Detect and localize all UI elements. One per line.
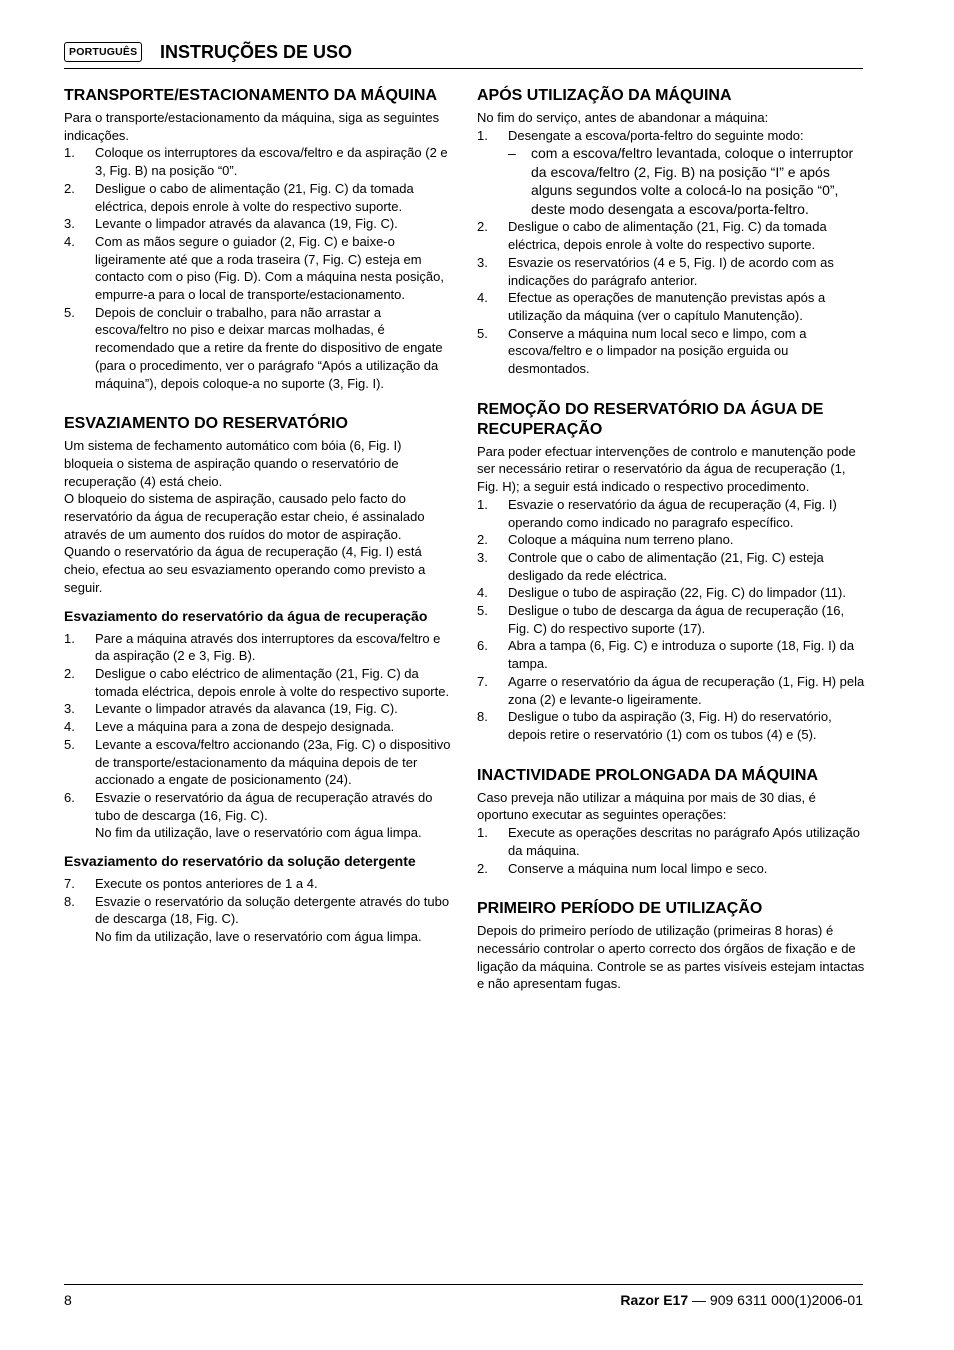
list-item (477, 254, 865, 289)
list-text: Desligue o cabo de alimentação (21, Fig. C) da tomada eléctrica, depois enrole à volte do respectivo suporte. (95, 180, 414, 214)
list-number: 3. (477, 549, 488, 565)
list-number: 3. (477, 254, 488, 270)
dash-sublist (508, 144, 865, 218)
emptying-paragraph: Um sistema de fechamento automático com bóia (6, Fig. I) bloqueia o sistema de aspiração quando o reservatório de recuperação (4) está cheio. (64, 438, 402, 489)
list-item (64, 180, 452, 215)
removal-intro: Para poder efectuar intervenções de controlo e manutenção pode ser necessário retirar o reservatório da água de recuperação (1, Fig. H); a seguir está indicado o respectivo procedimento. (477, 443, 856, 495)
list-text: Leve a máquina para a zona de despejo designada. (95, 719, 395, 735)
section-heading-first-period: PRIMEIRO PERÍODO DE UTILIZAÇÃO (477, 900, 763, 918)
list-number: 2. (64, 665, 75, 681)
inactivity-intro: Caso preveja não utilizar a máquina por mais de 30 dias, é oportuno executar as seguintes operações: (477, 789, 816, 823)
list-number: 4. (477, 290, 488, 306)
list-text: Conserve a máquina num local limpo e seco. (508, 860, 768, 876)
list-number: 2. (477, 532, 488, 548)
after-use-intro: No fim do serviço, antes de abandonar a máquina: (477, 110, 769, 125)
list-text: Esvazie o reservatório da água de recuperação através do tubo de descarga (16, Fig. C). No fim da utilização, lave o reservatório com água limpa. (95, 789, 433, 841)
list-text: Desligue o cabo de alimentação (21, Fig. C) da tomada eléctrica, depois enrole à volte do respectivo suporte. (508, 219, 827, 253)
dash-item: – com a escova/feltro levantada, coloque o interruptor da escova/feltro (2, Fig. B) na posição “I” e após alguns segundos volte a colocá-lo na posição “0”, deste modo desengata a escova/porta-feltro. (508, 145, 854, 217)
list-text: Coloque os interruptores da escova/feltro e da aspiração (2 e 3, Fig. B) na posição “0”. (95, 145, 448, 179)
list-number: 6. (477, 638, 488, 654)
list-text: Abra a tampa (6, Fig. C) e introduza o suporte (18, Fig. I) da tampa. (508, 638, 855, 672)
list-item (477, 584, 865, 602)
footer-doc-info (620, 1292, 863, 1308)
list-text: Agarre o reservatório da água de recuperação (1, Fig. H) pela zona (2) e levante-o ligeiramente. (508, 673, 865, 707)
recovery-tank-steps (64, 630, 452, 842)
list-number: 3. (64, 701, 75, 717)
list-item (477, 824, 865, 859)
list-item (64, 215, 452, 233)
list-number: 4. (64, 233, 75, 249)
detergent-tank-steps (64, 875, 452, 946)
subheading-detergent-tank: Esvaziamento do reservatório da solução detergente (64, 853, 416, 870)
list-item (64, 630, 452, 665)
list-item (477, 218, 865, 253)
list-item (477, 708, 865, 743)
page-footer (64, 1284, 863, 1314)
emptying-paragraph: Quando o reservatório da água de recuperação (4, Fig. I) está cheio, efectua ao seu esvaziamento operando como previsto a seguir. (64, 544, 426, 595)
list-number: 1. (64, 630, 75, 646)
list-text: Levante o limpador através da alavanca (19, Fig. C). (95, 216, 398, 232)
list-number: 5. (477, 325, 488, 341)
list-item (477, 531, 865, 549)
list-item (64, 304, 452, 393)
list-number: 1. (477, 496, 488, 512)
list-item (64, 875, 452, 893)
list-number: 2. (64, 180, 75, 196)
list-number: 5. (477, 603, 488, 619)
list-item (477, 673, 865, 708)
page-number: 8 (64, 1292, 72, 1308)
first-period-text: Depois do primeiro período de utilização (primeiras 8 horas) é necessário controlar o aperto correcto dos órgãos de fixação e de ligação da máquina. Controle se as partes visíveis estejam intactas e não apresentam fugas. (477, 923, 865, 992)
list-text: Depois de concluir o trabalho, para não arrastar a escova/feltro no piso e deixar marcas molhadas, é recomendado que a retire da frente do dispositivo de engate (para o procedimento, ver o parágrafo “Após a utilização da máquina”), depois coloque-a no suporte (3, Fig. I). (95, 304, 443, 391)
list-number: 2. (477, 219, 488, 235)
list-number: 1. (64, 145, 75, 161)
section-heading-tank-removal: REMOÇÃO DO RESERVATÓRIO DA ÁGUA DE RECUPERAÇÃO (477, 400, 824, 438)
list-number: 8. (64, 893, 75, 909)
list-number: 8. (477, 709, 488, 725)
list-text: Levante a escova/feltro accionando (23a, Fig. C) o dispositivo de transporte/estacionamento da máquina depois de ter accionado a engate de posicionamento (24). (95, 736, 451, 788)
left-column (64, 86, 452, 946)
document-title: INSTRUÇÕES DE USO (160, 42, 353, 62)
removal-steps (477, 496, 865, 744)
language-badge: PORTUGUÊS (64, 42, 142, 62)
after-use-steps-continued (477, 218, 865, 377)
section-heading-emptying: ESVAZIAMENTO DO RESERVATÓRIO (64, 415, 348, 433)
list-item (64, 665, 452, 700)
right-column (477, 86, 865, 993)
list-item (477, 289, 865, 324)
list-text: Levante o limpador através da alavanca (19, Fig. C). (95, 701, 398, 717)
list-item (477, 549, 865, 584)
doc-code: — 909 6311 000(1)2006-01 (688, 1292, 863, 1308)
list-text: Desligue o tubo de descarga da água de recuperação (16, Fig. C) do respectivo suporte (17). (508, 603, 845, 636)
list-text: Desligue o tubo de aspiração (22, Fig. C) do limpador (11). (508, 585, 846, 601)
list-number: 1. (477, 825, 488, 841)
list-item (64, 144, 452, 179)
after-use-steps (477, 127, 865, 219)
model-name: Razor E17 (620, 1292, 689, 1308)
list-item (64, 736, 452, 789)
list-text: Esvazie o reservatório da água de recuperação (4, Fig. I) operando como indicado no paragrafo específico. (508, 496, 837, 530)
list-number: 4. (477, 585, 488, 601)
list-item (477, 860, 865, 878)
inactivity-steps (477, 824, 865, 877)
list-number: 7. (64, 876, 75, 892)
list-text: Efectue as operações de manutenção previstas após a utilização da máquina (ver o capítulo Manutenção). (508, 290, 826, 323)
list-item (64, 789, 452, 842)
list-text: Pare a máquina através dos interruptores da escova/feltro e da aspiração (2 e 3, Fig. B). (95, 630, 441, 664)
list-text: Conserve a máquina num local seco e limpo, com a escova/feltro e o limpador na posição erguida ou desmontados. (508, 325, 807, 377)
list-text: Controle que o cabo de alimentação (21, Fig. C) esteja desligado da rede eléctrica. (508, 549, 824, 583)
list-item (64, 700, 452, 718)
list-number: 5. (64, 736, 75, 752)
emptying-paragraph: O bloqueio do sistema de aspiração, causado pelo facto do reservatório da água de recuperação estar cheio, é assinalado através de um aumento dos ruídos do motor de aspiração. (64, 491, 425, 542)
list-text: Esvazie o reservatório da solução detergente através do tubo de descarga (18, Fig. C). No fim da utilização, lave o reservatório com água limpa. (95, 893, 450, 945)
list-item (64, 893, 452, 946)
list-text: Coloque a máquina num terreno plano. (508, 532, 734, 548)
list-number: 7. (477, 673, 488, 689)
list-text: Esvazie os reservatórios (4 e 5, Fig. I) de acordo com as indicações do parágrafo anterior. (508, 254, 834, 288)
section-heading-after-use: APÓS UTILIZAÇÃO DA MÁQUINA (477, 87, 732, 104)
list-text: Desligue o tubo da aspiração (3, Fig. H) do reservatório, depois retire o reservatório (1) com os tubos (4) e (5). (508, 709, 832, 742)
section-heading-inactivity: INACTIVIDADE PROLONGADA DA MÁQUINA (477, 766, 819, 784)
list-number: 3. (64, 216, 75, 232)
list-text: Desligue o cabo eléctrico de alimentação (21, Fig. C) da tomada eléctrica, depois enrole à volte do respectivo suporte. (95, 665, 450, 699)
transport-steps (64, 144, 452, 392)
list-text: Execute as operações descritas no parágrafo Após utilização da máquina. (508, 825, 860, 858)
list-item (477, 602, 865, 637)
transport-intro: Para o transporte/estacionamento da máquina, siga as seguintes indicações. (64, 110, 440, 143)
list-number: 2. (477, 860, 488, 876)
list-number: 6. (64, 789, 75, 805)
list-item (477, 496, 865, 531)
section-heading-transport: TRANSPORTE/ESTACIONAMENTO DA MÁQUINA (64, 87, 438, 104)
list-text: Com as mãos segure o guiador (2, Fig. C) e baixe-o ligeiramente até que a roda traseira (7, Fig. C) esteja em contacto com o piso (Fig. D). Com a máquina nesta posição, empurre-a para o local de transporte/estacionamento. (95, 233, 444, 303)
list-item (64, 718, 452, 736)
list-item (477, 325, 865, 378)
list-item (477, 637, 865, 672)
list-number: 4. (64, 719, 75, 735)
list-item (64, 233, 452, 304)
list-item: 1. Desengate a escova/porta-feltro do seguinte modo: – com a escova/feltro levantada, coloque o interruptor da escova/feltro (2, Fig. B) na posição “I” e após alguns segundos volte a colocá-lo na posição “0”, deste modo desengata a escova/porta-feltro. (477, 127, 865, 219)
list-text: Execute os pontos anteriores de 1 a 4. (95, 876, 318, 892)
list-number: 5. (64, 304, 75, 320)
subheading-recovery-tank: Esvaziamento do reservatório da água de recuperação (64, 607, 428, 624)
page-header (64, 40, 863, 69)
